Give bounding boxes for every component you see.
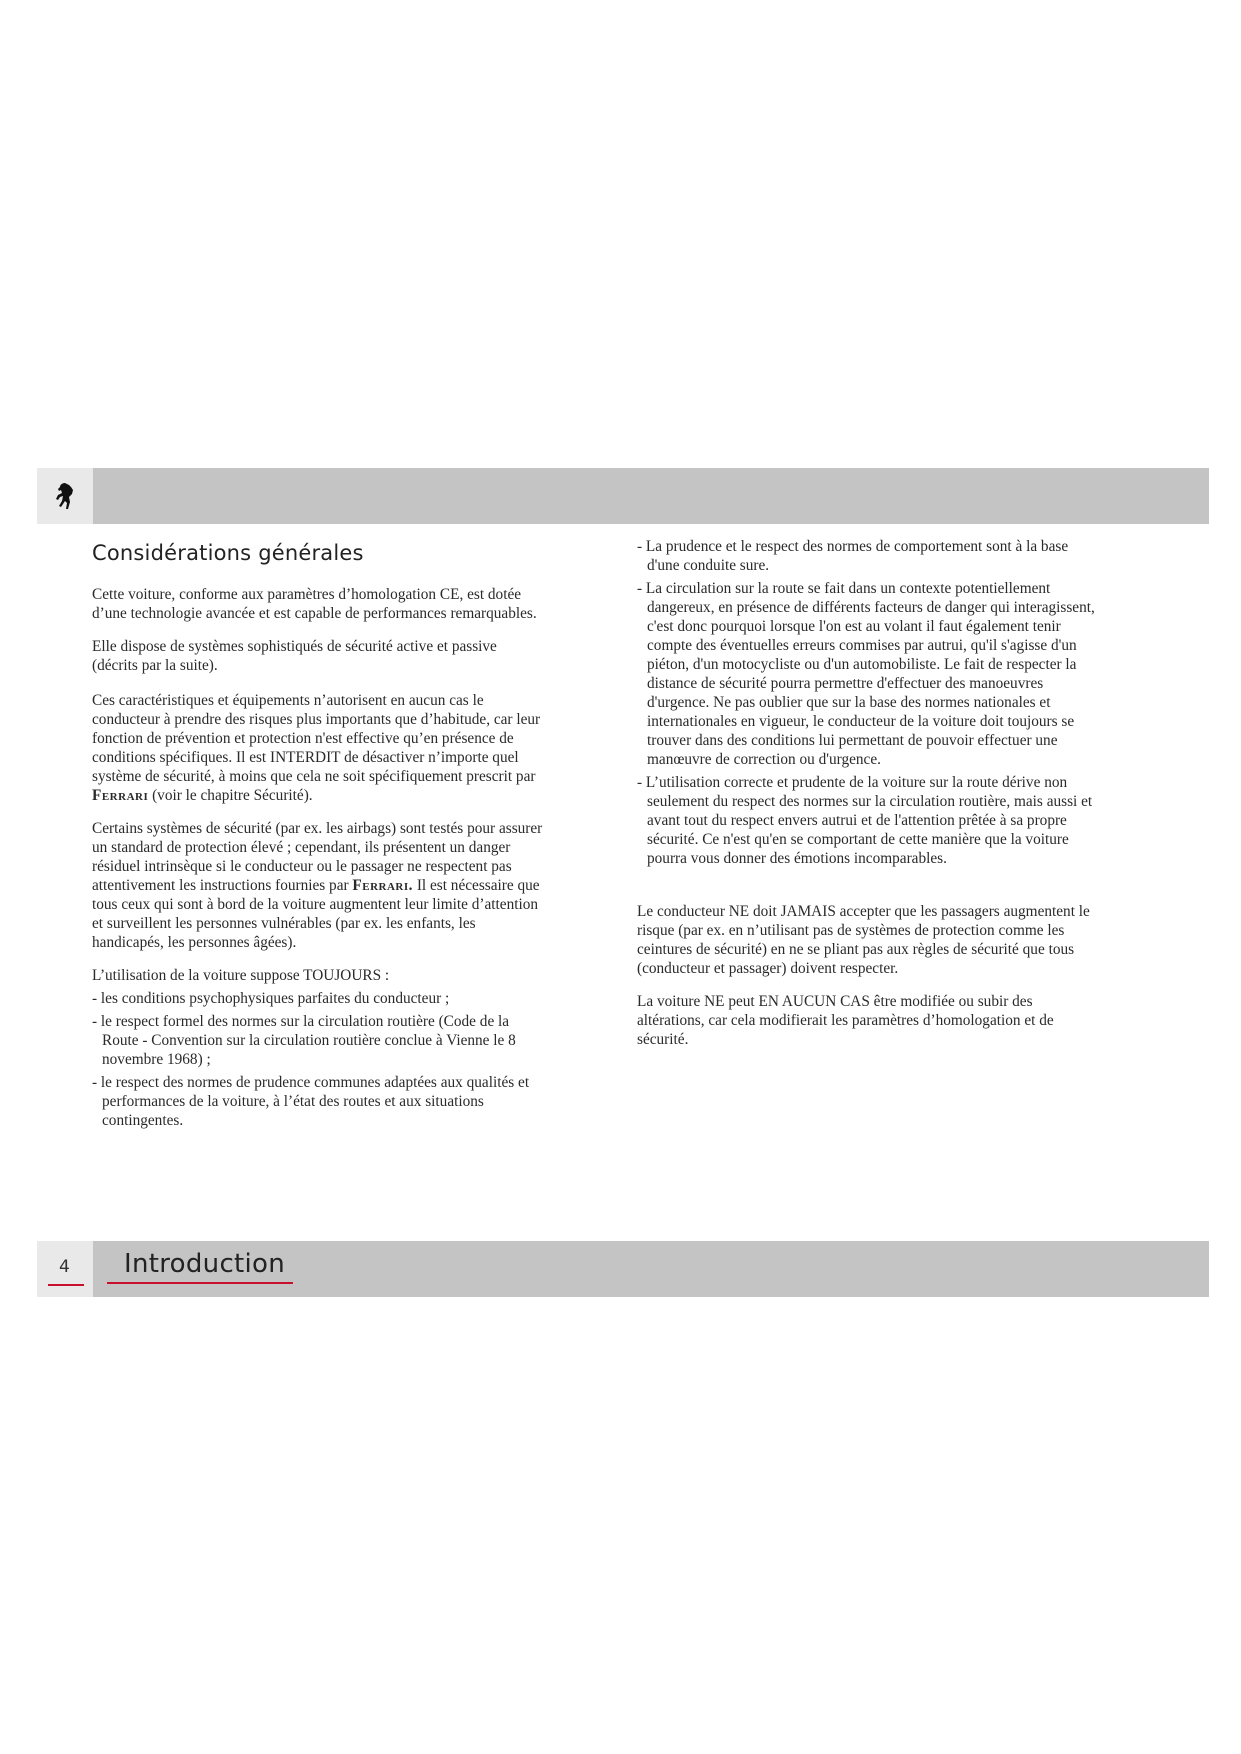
right-column (637, 537, 1099, 1063)
airbags-text: Certains systèmes de sécurité (par ex. les airbags) sont testés pour assurer un standard de protection élevé ; cependant, ils présentent un danger résiduel intrinsèque si le conducteur ou le passager ne respectent pas attentivement les instructions fournies par (92, 820, 543, 894)
paragraph-risks (92, 691, 544, 805)
guidelines-list (637, 537, 1099, 868)
paragraph-passengers: Le conducteur NE doit JAMAIS accepter que les passagers augmentent le risque (par ex. en n’utilisant pas de systèmes de protection comme les ceintures de sécurité) en ne se pliant pas aux règles de sécurité que tous (conducteur et passager) doivent respecter. (637, 903, 1090, 977)
airbags-text-end: Il est nécessaire que tous ceux qui sont à bord de la voiture augmentent leur limite d’attention et surveillent les personnes vulnérables (par ex. les enfants, les handicapés, les personnes âgées). (92, 877, 540, 951)
footer-bar (37, 1241, 1209, 1297)
page-number: 4 (59, 1257, 70, 1277)
paragraph-systems: Elle dispose de systèmes sophistiqués de sécurité active et passive (décrits par la suite). (92, 638, 497, 674)
risks-text-end: (voir le chapitre Sécurité). (152, 787, 313, 804)
list-item: - La prudence et le respect des normes de comportement sont à la base d'une conduite sure. (637, 538, 1069, 574)
logo-box (37, 468, 93, 524)
brand-name-2: Ferrari. (352, 877, 413, 894)
paragraph-always: L’utilisation de la voiture suppose TOUJOURS : (92, 967, 390, 984)
paragraph-airbags (92, 819, 544, 952)
list-item: - La circulation sur la route se fait dans un contexte potentiellement dangereux, en présence de différents facteurs de danger qui interagissent, c'est donc pourquoi lorsque l'on est au volant il faut également tenir compte des éventuelles erreurs commises par autrui, qu'il s'agisse d'un piéton, d'un motocycliste ou d'un automobiliste. Le fait de respecter la distance de sécurité pourra permettre d'effectuer des manoeuvres d'urgence. Ne pas oublier que sur la base des normes nationales et internationales en vigueur, le conducteur de la voiture doit toujours se trouver dans des conditions lui permettant de pouvoir effectuer une manœuvre de correction ou d'urgence. (637, 580, 1095, 768)
paragraph-modifications: La voiture NE peut EN AUCUN CAS être modifiée ou subir des altérations, car cela modifierait les paramètres d’homologation et de sécurité. (637, 993, 1054, 1048)
header-bar (37, 468, 1209, 524)
requirements-list (92, 989, 544, 1130)
brand-name: Ferrari (92, 787, 149, 804)
list-item: - L’utilisation correcte et prudente de la voiture sur la route dérive non seulement du respect des normes sur la circulation routière, mais aussi et avant tout du respect envers autrui et de l'attention prêtée à sa propre sécurité. Ce n'est qu'en se comportant de cette manière que la voiture pourra vous donner des émotions incomparables. (637, 774, 1093, 867)
prancing-horse-icon (52, 481, 78, 511)
left-column (92, 541, 544, 1144)
risks-text: Ces caractéristiques et équipements n’autorisent en aucun cas le conducteur à prendre des risques plus importants que d’habitude, car leur fonction de prévention et protection n'est effective qu’en présence de conditions spécifiques. Il est INTERDIT de désactiver n’importe quel système de sécurité, à moins que cela ne soit spécifiquement prescrit par (92, 692, 541, 785)
page-number-underline (48, 1284, 84, 1286)
list-item: - le respect des normes de prudence communes adaptées aux qualités et performances de la voiture, à l’état des routes et aux situations contingentes. (92, 1074, 530, 1129)
page-number-box (37, 1241, 93, 1297)
list-item: - le respect formel des normes sur la circulation routière (Code de la Route - Convention sur la circulation routière conclue à Vienne le 8 novembre 1968) ; (92, 1013, 516, 1068)
list-item: - les conditions psychophysiques parfaites du conducteur ; (92, 990, 450, 1007)
chapter-underline (107, 1282, 293, 1284)
paragraph-intro: Cette voiture, conforme aux paramètres d’homologation CE, est dotée d’une technologie avancée et est capable de performances remarquables. (92, 586, 537, 622)
chapter-title: Introduction (124, 1249, 286, 1279)
section-title: Considérations générales (92, 541, 364, 565)
